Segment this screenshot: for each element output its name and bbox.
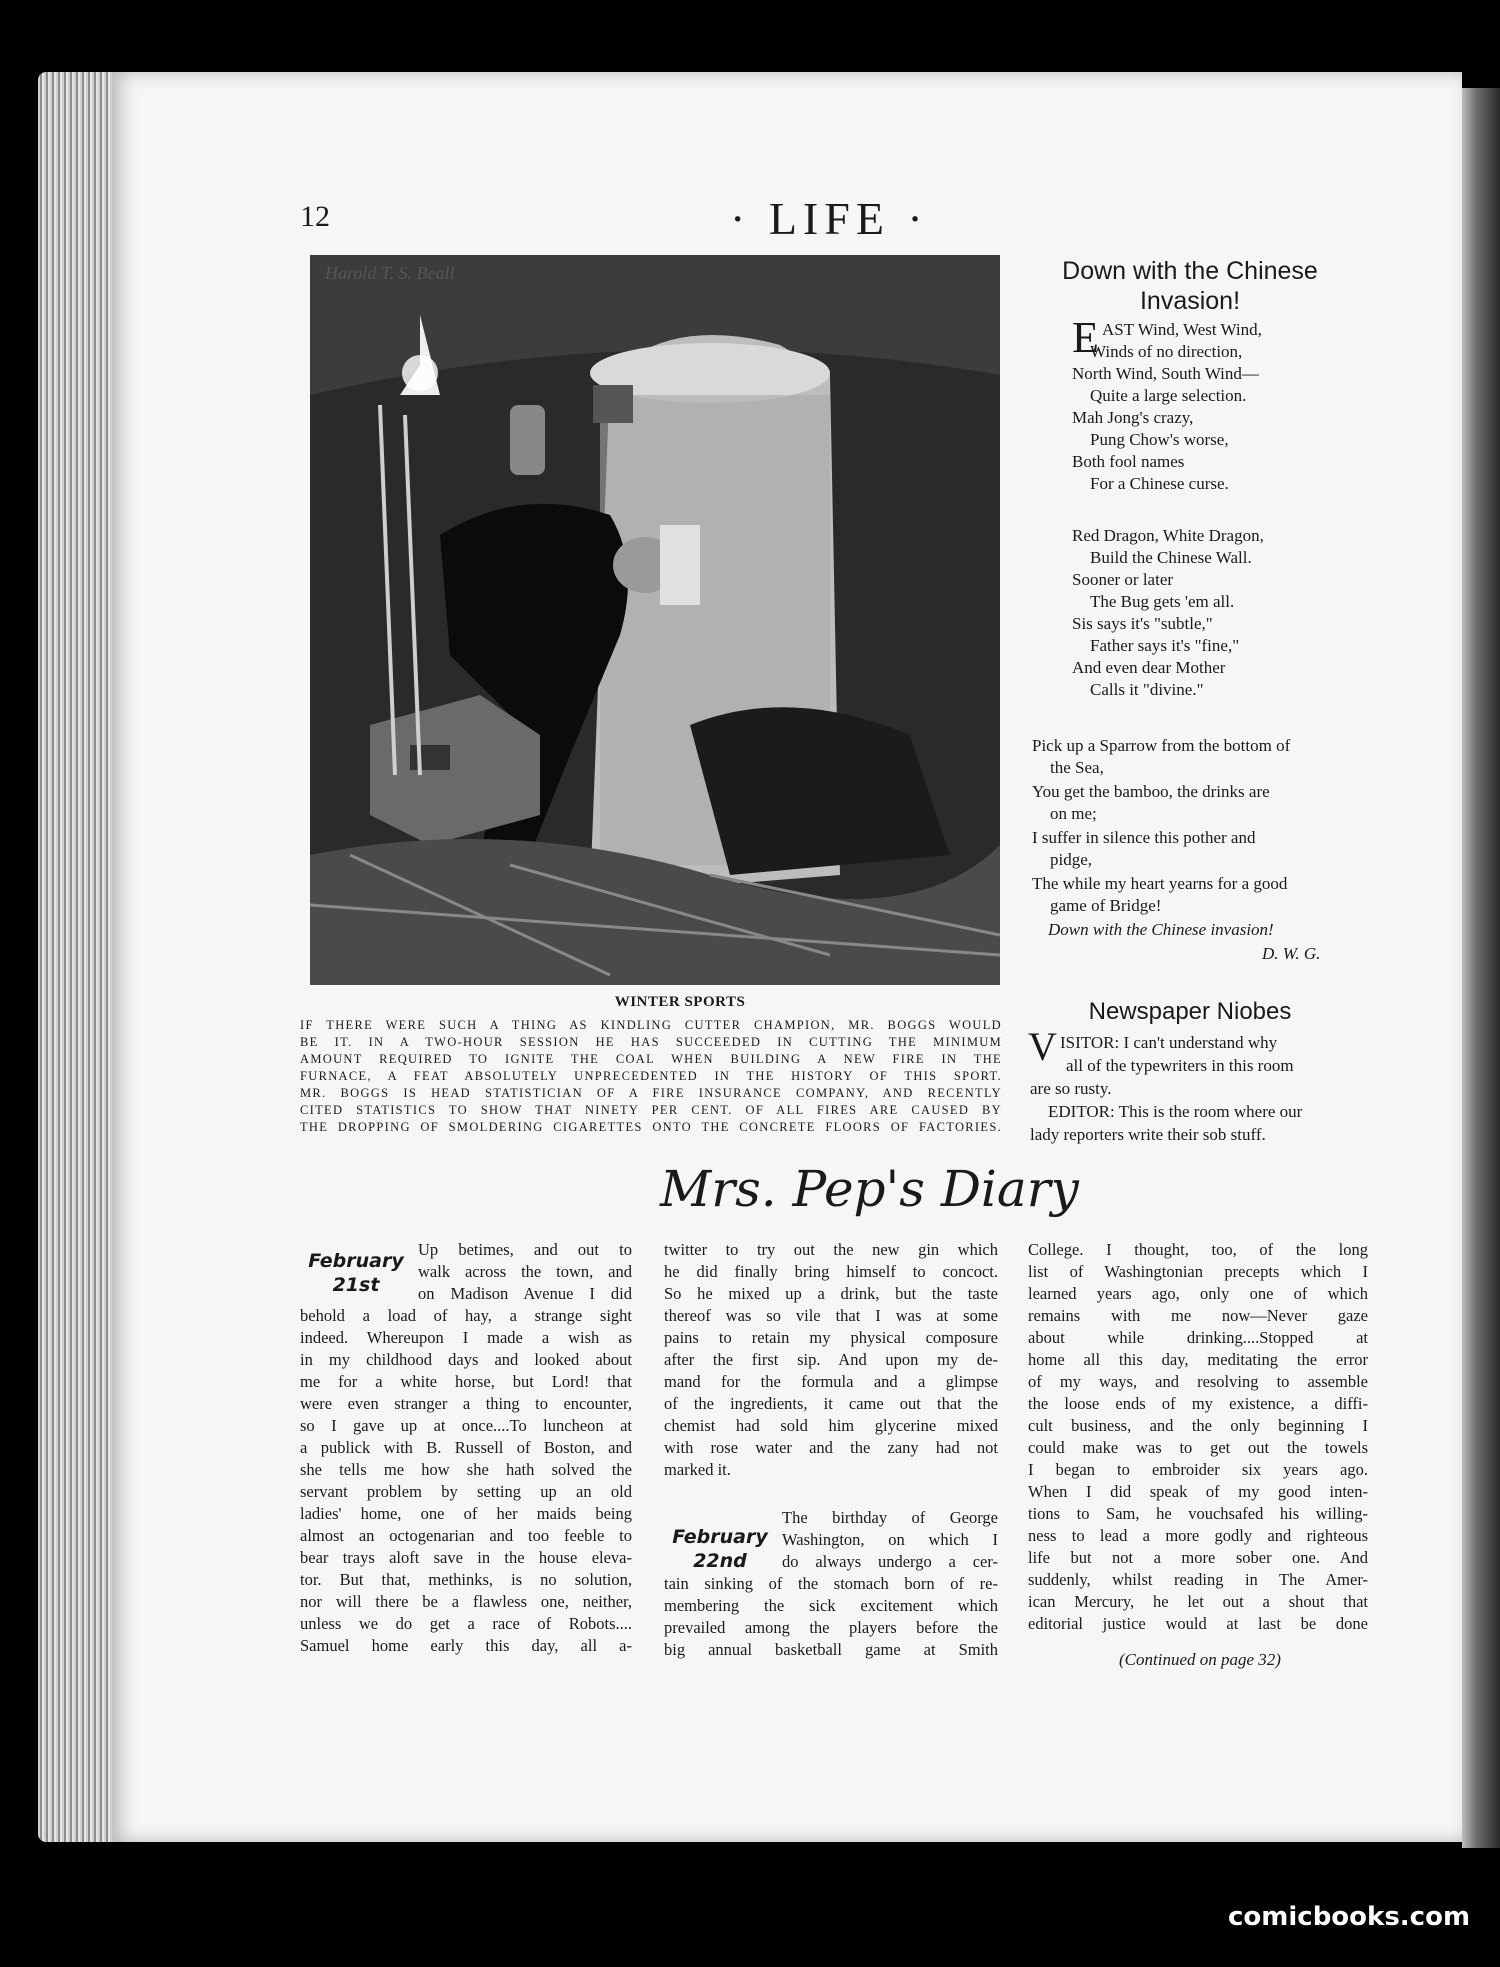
poem-title bbox=[1030, 256, 1350, 316]
diary-date-month: February bbox=[308, 1250, 404, 1272]
poem-line: Pung Chow's worse, bbox=[1090, 430, 1229, 449]
poem-line: Father says it's "fine," bbox=[1090, 636, 1240, 655]
poem-line: game of Bridge! bbox=[1050, 896, 1162, 915]
diary-line: marked it. bbox=[664, 1460, 731, 1479]
diary-line: thereof was so vile that I was at some bbox=[664, 1306, 998, 1325]
poem-line: Mah Jong's crazy, bbox=[1072, 408, 1194, 427]
diary-title: Mrs. Pep's Diary bbox=[660, 1160, 1079, 1218]
diary-line: editorial justice would at last be done bbox=[1028, 1614, 1368, 1633]
poem-drop-cap: E bbox=[1072, 313, 1099, 362]
diary-line: list of Washingtonian precepts which I bbox=[1028, 1262, 1368, 1281]
book-page-edges bbox=[38, 72, 118, 1842]
diary-date-day: 22nd bbox=[693, 1550, 747, 1572]
diary-line: big annual basketball game at Smith bbox=[664, 1640, 998, 1659]
artist-signature: Harold T. S. Beall bbox=[325, 263, 455, 283]
diary-line: after the first sip. And upon my de- bbox=[664, 1350, 998, 1369]
diary-line: tor. But that, methinks, is no solution, bbox=[300, 1570, 632, 1589]
caption-line: BE IT. IN A TWO-HOUR SESSION HE HAS SUCCEEDED IN CUTTING THE MINIMUM bbox=[300, 1035, 1002, 1049]
diary-line: of my ways, and resolving to assemble bbox=[1028, 1372, 1368, 1391]
diary-line: So he mixed up a drink, but the taste bbox=[664, 1284, 998, 1303]
poem-line: Winds of no direction, bbox=[1090, 342, 1243, 361]
diary-line: she tells me how she hath solved the bbox=[300, 1460, 632, 1479]
poem-line: The while my heart yearns for a good bbox=[1032, 874, 1288, 893]
caption-line: IF THERE WERE SUCH A THING AS KINDLING CUTTER CHAMPION, MR. BOGGS WOULD bbox=[300, 1018, 1002, 1032]
diary-line: membering the sick excitement which bbox=[664, 1596, 998, 1615]
niobes-title: Newspaper Niobes bbox=[1088, 998, 1292, 1025]
diary-line: nor will there be a flawless one, neither, bbox=[300, 1592, 632, 1611]
diary-line: remains with me now—Never gaze bbox=[1028, 1306, 1368, 1325]
poem-line: Sooner or later bbox=[1072, 570, 1174, 589]
diary-line: could make was to get out the towels bbox=[1028, 1438, 1368, 1457]
diary-line: home all this day, meditating the error bbox=[1028, 1350, 1368, 1369]
diary-line: walk across the town, and bbox=[418, 1262, 632, 1281]
site-watermark: comicbooks.com bbox=[1228, 1902, 1471, 1932]
diary-line: he did finally bring himself to concoct. bbox=[664, 1262, 998, 1281]
caption-line: THE DROPPING OF SMOLDERING CIGARETTES ONTO THE CONCRETE FLOORS OF FACTORIES. bbox=[300, 1120, 1002, 1134]
poem-line: Calls it "divine." bbox=[1090, 680, 1204, 699]
poem-line: The Bug gets 'em all. bbox=[1090, 592, 1235, 611]
diary-line: bear trays aloft save in the house eleva- bbox=[300, 1548, 632, 1567]
caption-line: MR. BOGGS IS HEAD STATISTICIAN OF A FIRE INSURANCE COMPANY, AND RECENTLY bbox=[300, 1086, 1002, 1100]
winter-sports-illustration bbox=[310, 255, 1000, 985]
diary-line: prevailed among the players before the bbox=[664, 1618, 998, 1637]
diary-line: so I gave up at once....To luncheon at bbox=[300, 1416, 632, 1435]
diary-line: twitter to try out the new gin which bbox=[664, 1240, 998, 1259]
diary-line: ican Mercury, he let out a shout that bbox=[1028, 1592, 1368, 1611]
niobes-line: lady reporters write their sob stuff. bbox=[1030, 1125, 1266, 1144]
diary-date-month: February bbox=[672, 1526, 768, 1548]
poem-title-line: Down with the Chinese bbox=[1062, 257, 1318, 285]
diary-line: Up betimes, and out to bbox=[418, 1240, 632, 1259]
poem-line: And even dear Mother bbox=[1072, 658, 1226, 677]
poem-line: on me; bbox=[1050, 804, 1097, 823]
poem-line: Quite a large selection. bbox=[1090, 386, 1247, 405]
diary-line: mand for the formula and a glimpse bbox=[664, 1372, 998, 1391]
caption-line: FURNACE, A FEAT ABSOLUTELY UNPRECEDENTED IN THE HISTORY OF THIS SPORT. bbox=[300, 1069, 1002, 1083]
diary-line: me for a white horse, but Lord! that bbox=[300, 1372, 632, 1391]
niobes-line: EDITOR: This is the room where our bbox=[1048, 1102, 1303, 1121]
diary-line: pains to retain my physical composure bbox=[664, 1328, 998, 1347]
diary-line: I began to embroider six years ago. bbox=[1028, 1460, 1368, 1479]
diary-line: suddenly, whilst reading in The Amer- bbox=[1028, 1570, 1368, 1589]
diary-line: When I did speak of my good inten- bbox=[1028, 1482, 1368, 1501]
poem-line: Both fool names bbox=[1072, 452, 1185, 471]
diary-line: cult business, and the only beginning I bbox=[1028, 1416, 1368, 1435]
caption-line: AMOUNT REQUIRED TO IGNITE THE COAL WHEN BUILDING A NEW FIRE IN THE bbox=[300, 1052, 1002, 1066]
niobes-line: are so rusty. bbox=[1030, 1079, 1112, 1098]
diary-line: learned years ago, only one of which bbox=[1028, 1284, 1368, 1303]
diary-line: tain sinking of the stomach born of re- bbox=[664, 1574, 998, 1593]
poem-line: Build the Chinese Wall. bbox=[1090, 548, 1252, 567]
diary-line: College. I thought, too, of the long bbox=[1028, 1240, 1368, 1259]
diary-line: were even stranger a thing to encounter, bbox=[300, 1394, 632, 1413]
poem-line: Red Dragon, White Dragon, bbox=[1072, 526, 1264, 545]
running-head: · LIFE · bbox=[730, 193, 929, 244]
diary-line: ladies' home, one of her maids being bbox=[300, 1504, 632, 1523]
niobes-line: all of the typewriters in this room bbox=[1066, 1056, 1294, 1075]
poem-line: I suffer in silence this pother and bbox=[1032, 828, 1256, 847]
diary-line: a publick with B. Russell of Boston, and bbox=[300, 1438, 632, 1457]
diary-line: unless we do get a race of Robots.... bbox=[300, 1614, 632, 1633]
book-spine-shadow bbox=[1462, 88, 1500, 1848]
diary-line: life but not a more sober one. And bbox=[1028, 1548, 1368, 1567]
poem-line: North Wind, South Wind— bbox=[1072, 364, 1259, 383]
caption-title: WINTER SPORTS bbox=[614, 994, 746, 1010]
niobes-drop-cap: V bbox=[1028, 1024, 1057, 1069]
diary-line: chemist had sold him glycerine mixed bbox=[664, 1416, 998, 1435]
poem-line: pidge, bbox=[1050, 850, 1093, 869]
diary-date-day: 21st bbox=[332, 1274, 380, 1296]
diary-line: tions to Sam, he vouchsafed his willing- bbox=[1028, 1504, 1368, 1523]
poem-line: For a Chinese curse. bbox=[1090, 474, 1229, 493]
diary-line: behold a load of hay, a strange sight bbox=[300, 1306, 632, 1325]
diary-line: of the ingredients, it came out that the bbox=[664, 1394, 998, 1413]
niobes-line: ISITOR: I can't understand why bbox=[1060, 1033, 1278, 1052]
caption-line: CITED STATISTICS TO SHOW THAT NINETY PER CENT. OF ALL FIRES ARE CAUSED BY bbox=[300, 1103, 1002, 1117]
poem-title-line: Invasion! bbox=[1139, 287, 1241, 315]
poem-line: AST Wind, West Wind, bbox=[1102, 320, 1262, 339]
poem-line: You get the bamboo, the drinks are bbox=[1032, 782, 1270, 801]
poem-line: Sis says it's "subtle," bbox=[1072, 614, 1213, 633]
diary-line: about while drinking....Stopped at bbox=[1028, 1328, 1368, 1347]
diary-line: indeed. Whereupon I made a wish as bbox=[300, 1328, 632, 1347]
diary-line: in my childhood days and looked about bbox=[300, 1350, 632, 1369]
poem-author: D. W. G. bbox=[1262, 944, 1321, 963]
diary-line: do always undergo a cer- bbox=[782, 1552, 998, 1571]
diary-line: The birthday of George bbox=[782, 1508, 998, 1527]
diary-line: with rose water and the zany had not bbox=[664, 1438, 998, 1457]
diary-line: ness to lead a more godly and righteous bbox=[1028, 1526, 1368, 1545]
diary-line: on Madison Avenue I did bbox=[418, 1284, 632, 1303]
diary-line: Samuel home early this day, all a- bbox=[300, 1636, 632, 1655]
diary-line: servant problem by setting up an old bbox=[300, 1482, 632, 1501]
continued-note: (Continued on page 32) bbox=[1119, 1650, 1281, 1669]
diary-line: the loose ends of my existence, a diffi- bbox=[1028, 1394, 1368, 1413]
poem-line: the Sea, bbox=[1050, 758, 1104, 777]
poem-refrain: Down with the Chinese invasion! bbox=[1048, 920, 1274, 939]
poem-line: Pick up a Sparrow from the bottom of bbox=[1032, 736, 1291, 755]
diary-line: Washington, on which I bbox=[782, 1530, 998, 1549]
page-number: 12 bbox=[300, 200, 330, 233]
cartoon-drawing bbox=[310, 255, 1000, 985]
diary-line: almost an octogenarian and too feeble to bbox=[300, 1526, 632, 1545]
